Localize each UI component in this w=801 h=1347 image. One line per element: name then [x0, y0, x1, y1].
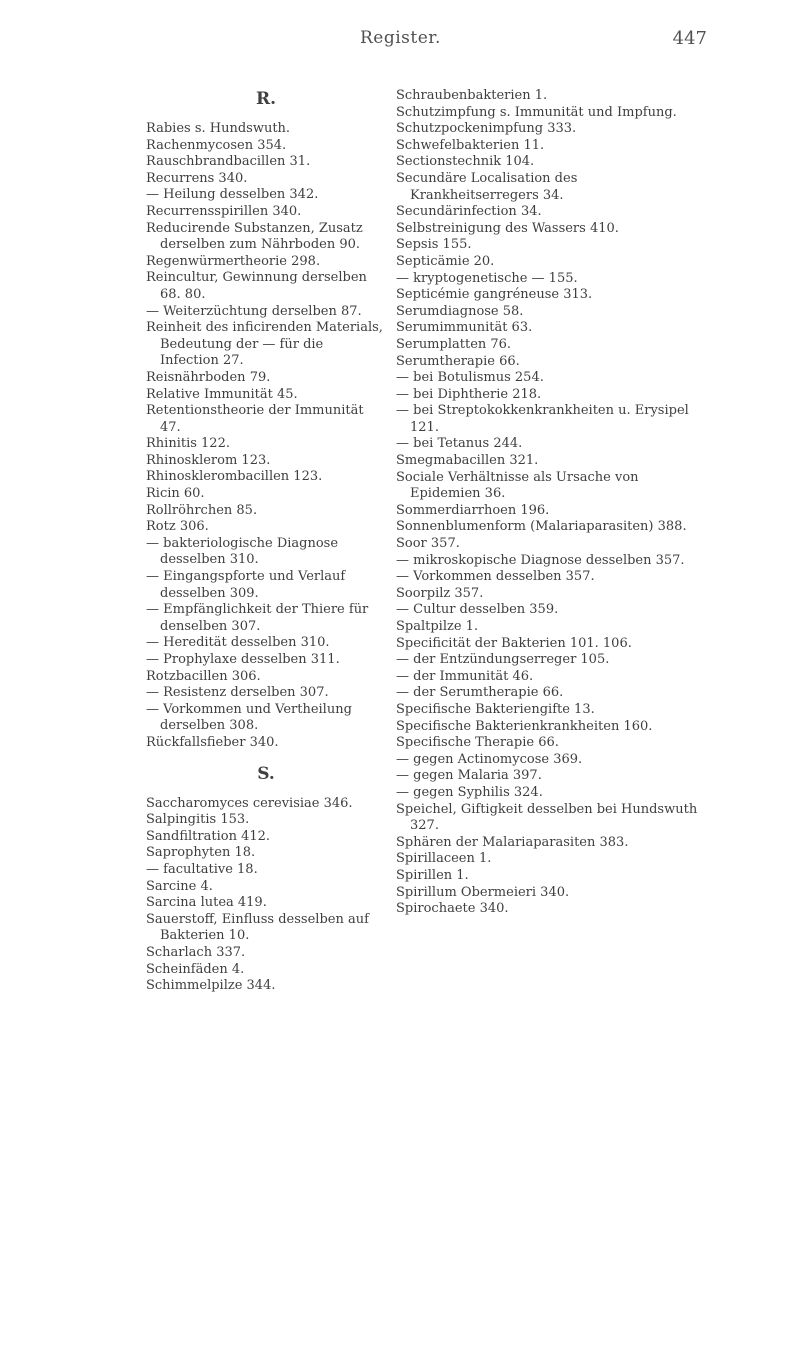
index-entry: Specificität der Bakterien 101. 106. — [396, 635, 632, 651]
section-heading-s: S. — [257, 763, 275, 784]
index-entry: — der Serumtherapie 66. — [396, 685, 564, 701]
index-entry: — Weiterzüchtung derselben 87. — [146, 303, 362, 319]
index-entry: Secundärinfection 34. — [396, 204, 542, 220]
index-entry: — facultative 18. — [146, 861, 258, 877]
index-entry: Relative Immunität 45. — [146, 386, 298, 402]
index-entry: Ricin 60. — [146, 486, 205, 502]
index-entry: Sauerstoff, Einfluss desselben auf Bakterien 10. — [146, 911, 369, 944]
index-entry: Soorpilz 357. — [396, 585, 484, 601]
index-entry: Spirillum Obermeieri 340. — [396, 884, 570, 900]
index-entry: Rhinosklerombacillen 123. — [146, 469, 323, 485]
page-number: 447 — [672, 28, 707, 49]
index-entry: Serumimmunität 63. — [396, 320, 533, 336]
index-entry: Sandfiltration 412. — [146, 828, 271, 844]
index-entry: Schutzimpfung s. Immunität und Impfung. — [396, 104, 677, 120]
index-entry: Rotzbacillen 306. — [146, 668, 261, 684]
index-entry: Sonnenblumenform (Malariaparasiten) 388. — [396, 519, 687, 535]
index-entry: Smegmabacillen 321. — [396, 453, 539, 469]
index-entry: Spirillaceen 1. — [396, 851, 492, 867]
index-entry: Sepsis 155. — [396, 237, 472, 253]
index-entry: Rotz 306. — [146, 519, 209, 535]
index-entry: — Resistenz derselben 307. — [146, 685, 329, 701]
index-entry: Serumtherapie 66. — [396, 353, 520, 369]
index-entry: Speichel, Giftigkeit desselben bei Hundswuth 327. — [396, 801, 698, 834]
index-entry: Soor 357. — [396, 536, 460, 552]
index-entry: Secundäre Localisation des Krankheitserregers 34. — [396, 170, 578, 203]
index-entry: — der Entzündungserreger 105. — [396, 652, 610, 668]
index-entry: Rabies s. Hundswuth. — [146, 121, 291, 136]
index-entry: — der Immunität 46. — [396, 668, 534, 684]
index-entry: Scharlach 337. — [146, 944, 246, 960]
index-entry: Saprophyten 18. — [146, 845, 256, 861]
index-entry: Scheinfäden 4. — [146, 961, 245, 977]
index-entry: — bakteriologische Diagnose desselben 310. — [146, 535, 339, 568]
index-entry: — Vorkommen desselben 357. — [396, 569, 595, 585]
index-entry: Reincultur, Gewinnung derselben 68. 80. — [146, 270, 367, 302]
index-entry: Serumdiagnose 58. — [396, 303, 524, 319]
index-column-left — [146, 88, 386, 995]
index-entry: — kryptogenetische — 155. — [396, 270, 578, 286]
index-entry: Sommerdiarrhoen 196. — [396, 502, 550, 518]
index-entry: — gegen Actinomycose 369. — [396, 751, 583, 767]
index-entry: — Cultur desselben 359. — [396, 602, 559, 618]
index-entry: — bei Diphtherie 218. — [396, 386, 542, 402]
index-entry: Sociale Verhältnisse als Ursache von Epidemien 36. — [396, 469, 639, 502]
index-entry: Reinheit des inficirenden Materials, Bedeutung der — für die Infection 27. — [146, 320, 383, 369]
index-entry: Sarcine 4. — [146, 878, 213, 894]
index-column-right — [396, 88, 708, 918]
index-entry: Rollröhrchen 85. — [146, 502, 258, 518]
index-entry: Schraubenbakterien 1. — [396, 88, 548, 103]
index-entry: Rachenmycosen 354. — [146, 137, 287, 153]
index-entry: Saccharomyces cerevisiae 346. — [146, 795, 353, 811]
index-entry: — Vorkommen und Vertheilung derselben 308. — [146, 701, 352, 734]
index-entry: Rauschbrandbacillen 31. — [146, 154, 311, 170]
index-list-r — [146, 121, 386, 752]
index-entry: Sectionstechnik 104. — [396, 154, 535, 170]
index-entry: Schimmelpilze 344. — [146, 978, 276, 994]
running-title: Register. — [360, 28, 441, 48]
index-entry: Reisnährboden 79. — [146, 369, 271, 385]
index-entry: Rhinitis 122. — [146, 436, 230, 452]
index-entry: Retentionstheorie der Immunität 47. — [146, 403, 364, 435]
index-list-right — [396, 88, 708, 918]
index-entry: — Empfänglichkeit der Thiere für denselben 307. — [146, 602, 369, 634]
index-entry: Rhinosklerom 123. — [146, 452, 271, 468]
index-entry: — gegen Malaria 397. — [396, 768, 542, 784]
index-entry: — Eingangspforte und Verlauf desselben 309. — [146, 569, 346, 601]
index-entry: Septicämie 20. — [396, 253, 495, 269]
index-list-s — [146, 796, 386, 995]
index-entry: Spirochaete 340. — [396, 901, 509, 917]
section-heading-r: R. — [255, 89, 277, 109]
index-entry: — mikroskopische Diagnose desselben 357. — [396, 552, 685, 568]
index-entry: — gegen Syphilis 324. — [396, 784, 543, 800]
index-entry: Reducirende Substanzen, Zusatz derselben zum Nährboden 90. — [146, 220, 363, 253]
index-entry: Spaltpilze 1. — [396, 619, 479, 634]
index-entry: — bei Tetanus 244. — [396, 436, 523, 452]
running-head — [0, 28, 801, 52]
index-entry: — Heredität desselben 310. — [146, 635, 330, 651]
index-entry: Schwefelbakterien 11. — [396, 137, 545, 153]
index-entry: — Heilung desselben 342. — [146, 187, 319, 203]
index-entry: Salpingitis 153. — [146, 812, 250, 828]
index-entry: — bei Botulismus 254. — [396, 370, 544, 386]
index-entry: Selbstreinigung des Wassers 410. — [396, 220, 619, 236]
index-entry: Spirillen 1. — [396, 867, 469, 883]
index-entry: Specifische Bakterienkrankheiten 160. — [396, 718, 653, 734]
index-entry: Regenwürmertheorie 298. — [146, 253, 321, 269]
index-entry: Sarcina lutea 419. — [146, 895, 267, 911]
index-entry: — Prophylaxe desselben 311. — [146, 652, 340, 667]
index-entry: Recurrensspirillen 340. — [146, 203, 302, 219]
index-entry: Recurrens 340. — [146, 170, 248, 186]
index-entry: Sphären der Malariaparasiten 383. — [396, 834, 629, 850]
index-entry: Specifische Bakteriengifte 13. — [396, 701, 595, 717]
index-entry: Rückfallsfieber 340. — [146, 734, 279, 750]
index-entry: Septicémie gangréneuse 313. — [396, 287, 593, 303]
index-entry: Serumplatten 76. — [396, 336, 512, 352]
index-entry: — bei Streptokokkenkrankheiten u. Erysipel 121. — [396, 403, 689, 435]
index-entry: Specifische Therapie 66. — [396, 735, 559, 751]
index-entry: Schutzpockenimpfung 333. — [396, 121, 577, 137]
